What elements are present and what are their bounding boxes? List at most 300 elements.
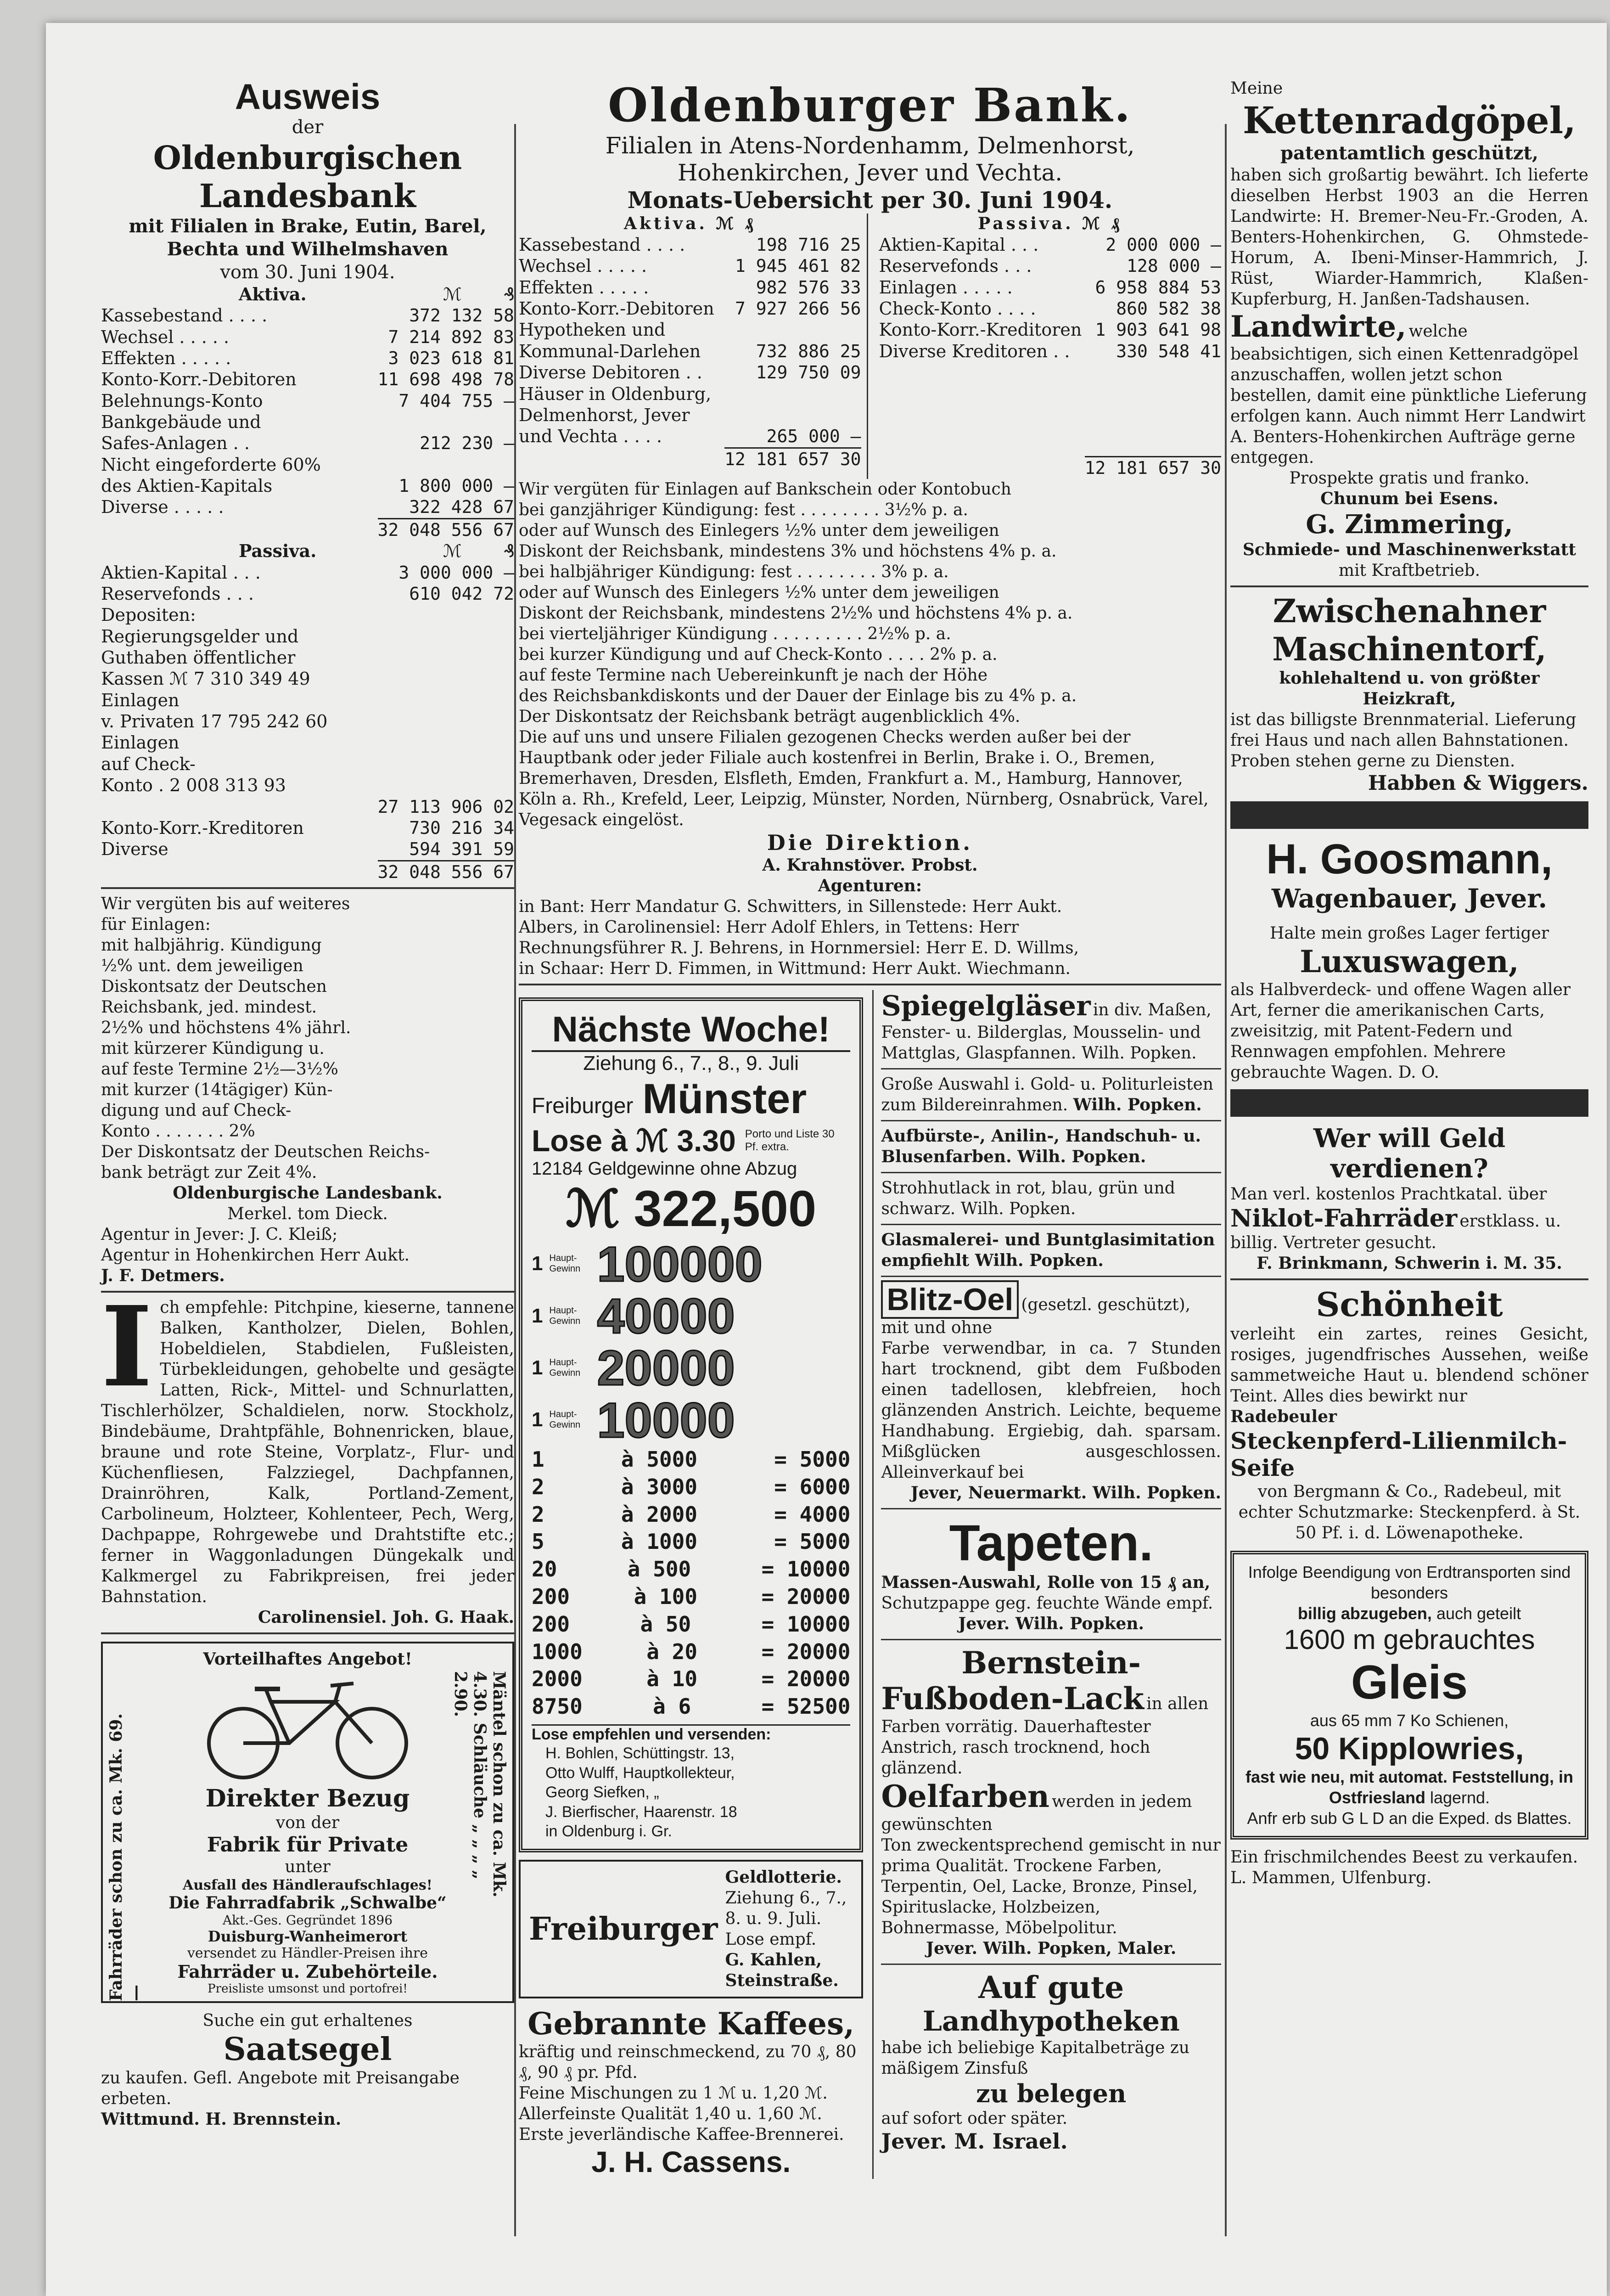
ausweis-passiva-row-value: 594 391 59: [409, 839, 514, 860]
lottery-prize-table: [532, 1446, 850, 1721]
kaffee-l3: Allerfeinste Qualität 1,40 u. 1,60 ℳ.: [519, 2104, 822, 2123]
glasmalerei-advert: Glasmalerei- und Buntglasimitation empfiehlt Wilh. Popken.: [881, 1230, 1215, 1270]
ausweis-passiva-row-label: [101, 796, 378, 817]
bike-l7: Akt.-Ges. Gegründet 1896: [222, 1912, 393, 1928]
haak-advert: [101, 1297, 514, 1628]
ausweis-passiva-row-label: Guthaben öffentlicher: [101, 647, 296, 668]
prize-count: 8750: [532, 1694, 583, 1719]
ausweis-passiva-row-value: 27 113 906 02: [377, 796, 514, 817]
ausweis-aktiva-row-label: Nicht eingeforderte 60%: [101, 454, 321, 475]
ausweis-passiva-row: [101, 796, 514, 817]
aufbuerste-advert: Aufbürste-, Anilin-, Handschuh- u. Blusenfarben. Wilh. Popken.: [881, 1126, 1201, 1166]
ausweis-passiva-row: [101, 817, 514, 838]
bike-l11: Preisliste umsonst und portofrei!: [208, 1981, 408, 1996]
lottery-head: Nächste Woche!: [532, 1008, 850, 1052]
bank-rate-line: Die auf uns und unsere Filialen gezogenen Checks werden außer bei der Hauptbank oder jeder Filiale auch kostenfrei in Berlin, Brake i. O., Bremen, Bremerhaven, Dresden, Elsfleth, Emden, Frankfurt a. M., Hamburg, Hannover, Köln a. Rh., Krefeld, Leer, Leipzig, Münster, Norden, Nürnberg, Osnabrück, Varel, Vegesack eingelöst.: [519, 727, 1209, 829]
goepel-advert: [1230, 78, 1588, 581]
bank-rate-line: oder auf Wunsch des Einlegers ½% unter dem jeweiligen: [519, 583, 999, 602]
ausweis-passiva-row: [101, 604, 514, 625]
ausweis-aktiva-row: [101, 475, 514, 496]
ausweis-rate-line: 2½% und höchstens 4% jährl.: [101, 1018, 351, 1037]
prize-count: 2: [532, 1502, 544, 1527]
ausweis-aktiva-row: [101, 433, 514, 454]
bank-aktiva-row: [519, 341, 861, 362]
ausweis-passiva-row-label: Einlagen: [101, 690, 180, 710]
column-rule-right: [1225, 124, 1227, 2236]
goosmann-text: als Halbverdeck- und offene Wagen aller Art, ferner die amerikanischen Carts, zweisitzig, mit Patent-Federn und Rennwagen empfohlen. Mehrere gebrauchte Wagen. D. O.: [1230, 980, 1571, 1082]
bank-rate-line: oder auf Wunsch des Einlegers ½% unter dem jeweiligen: [519, 521, 999, 540]
goepel-sign: G. Zimmering,: [1306, 509, 1513, 540]
aktiva-total: 32 048 556 67: [378, 518, 514, 540]
spiegel-advert: [881, 990, 1221, 1064]
geld-advert: [1230, 1123, 1588, 1274]
main-prize-count: 1: [532, 1408, 543, 1431]
ausweis-aktiva-list: [101, 305, 514, 518]
kaffee-sign: J. H. Cassens.: [591, 2145, 791, 2178]
ausweis-passiva-row-label: Konto-Korr.-Kreditoren: [101, 817, 304, 838]
ausweis-passiva-row-label: Regierungsgelder und: [101, 626, 299, 647]
bank-rate-line: bei vierteljähriger Kündigung . . . . . . . . . 2½% p. a.: [519, 624, 951, 643]
ausweis-passiva-row: [101, 668, 514, 689]
goosmann-l1: Halte mein großes Lager fertiger: [1269, 924, 1549, 943]
ausweis-rate-line: Diskontsatz der Deutschen: [101, 977, 327, 996]
main-prize-value: 10000: [597, 1392, 735, 1448]
divider: [881, 1276, 1221, 1277]
ausweis-aktiva-row-label: Konto-Korr.-Debitoren: [101, 369, 297, 390]
ausweis-rate-line: bank beträgt zur Zeit 4%.: [101, 1163, 317, 1182]
tapeten-sign: Jever. Wilh. Popken.: [958, 1614, 1144, 1633]
goosmann-t2: Luxuswagen,: [1300, 944, 1519, 979]
prize-each: à 1000: [621, 1529, 698, 1554]
main-prize-label: Haupt-Gewinn: [549, 1357, 581, 1378]
prize-row: [532, 1638, 850, 1666]
lottery-vendors: [532, 1744, 850, 1841]
ausweis-passiva-row: [101, 775, 514, 796]
ausweis-sign-names: Merkel. tom Dieck.: [227, 1204, 388, 1223]
ausweis-passiva-row-value: 3 000 000 —: [398, 562, 514, 583]
main-prize-count: 1: [532, 1252, 543, 1275]
main-prize-row: [532, 1394, 850, 1446]
ausweis-passiva-row-value: 730 216 34: [409, 817, 514, 838]
prize-total: = 5000: [774, 1529, 851, 1554]
ausweis-aktiva-row-label: Bankgebäude und: [101, 412, 261, 433]
bike-l6: Die Fahrradfabrik „Schwalbe“: [168, 1893, 447, 1913]
ausweis-rate-line: mit kürzerer Kündigung u.: [101, 1039, 325, 1058]
ausweis-rate-line: Wir vergüten bis auf weiteres: [101, 894, 350, 913]
torf-text: ist das billigste Brennmaterial. Lieferung frei Haus und nach allen Bahnstationen. Proben stehen gerne zu Diensten.: [1230, 710, 1576, 771]
ausweis-aktiva-row-value: 212 230 —: [420, 433, 514, 454]
gleis-t2: Gleis: [1351, 1656, 1468, 1709]
bernstein-t2: Fußboden-Lack: [881, 1680, 1144, 1716]
passiva-heading: Passiva.: [239, 540, 317, 562]
saat-title: Saatsegel: [223, 2031, 392, 2068]
blitz-sign: Jever, Neuermarkt. Wilh. Popken.: [910, 1483, 1221, 1503]
ausweis-passiva-row-label: Diverse: [101, 839, 168, 860]
goosmann-advert: [1230, 835, 1588, 1083]
goepel-meine: Meine: [1230, 79, 1283, 98]
ausweis-aktiva-row-value: 7 404 755 —: [398, 390, 514, 411]
haak-text: ch empfehle: Pitchpine, kieserne, tannene Balken, Kantholzer, Dielen, Bohlen, Hobeldielen, Stabdielen, Fußleisten, Türbekleidungen, gehobelte und gesägte Latten, Rick-, Mittel- und Schnurlatten, Tischlerhölzer, Schaldielen, norw. Stockholz, Bindebäume, Drahtpfähle, Bohnenricken, blaue, braune und rote Steine, Vorplatz-, Flur- und Küchenfliesen, Falzziegel, Dachpfannen, Drainröhren, Kalk, Portland-Zement, Carbolineum, Holzteer, Kohlenteer, Pech, Werg, Dachpappe, Rohrgewebe und Drahtstifte etc.; ferner in Waggonladungen Düngekalk und Kalkmergel zu Fabrikpreisen, frei jeder Bahnstation.: [101, 1298, 514, 1606]
prize-each: à 3000: [621, 1474, 698, 1499]
gleis-place: Ostfriesland: [1329, 1788, 1425, 1807]
bank-aktiva-row-value: 732 886 25: [756, 341, 861, 361]
bank-aktiva-row-label: Kommunal-Darlehen: [519, 341, 701, 361]
spiegel-title: Spiegelgläser: [881, 990, 1091, 1022]
bank-aktiva-list: [519, 234, 861, 447]
torf-sign: Habben & Wiggers.: [1368, 771, 1588, 795]
gold-advert: [881, 1074, 1221, 1115]
prize-total: = 5000: [774, 1447, 851, 1472]
prize-total: = 20000: [761, 1666, 851, 1692]
goosmann-sub: Wagenbauer, Jever.: [1271, 884, 1548, 914]
prize-each: à 50: [640, 1611, 691, 1637]
ausweis-aktiva-row-label: Diverse . . . . .: [101, 497, 224, 518]
bank-passiva-row-value: 2 000 000 —: [1105, 235, 1221, 255]
lottery-vendor: in Oldenburg i. Gr.: [545, 1823, 672, 1840]
bank-aktiva-row: [519, 383, 861, 405]
gleis-l2: billig abzugeben,: [1297, 1604, 1432, 1623]
bank-aktiva-row-label: Effekten . . . . .: [519, 277, 649, 298]
torf-t1: Zwischenahner: [1273, 592, 1546, 630]
divider: [881, 1068, 1221, 1069]
torf-t2: Maschinentorf,: [1272, 630, 1547, 668]
prize-row: [532, 1556, 850, 1583]
bank-aktiva-row-label: Konto-Korr.-Debitoren: [519, 298, 714, 319]
geld-sign: F. Brinkmann, Schwerin i. M. 35.: [1257, 1254, 1562, 1273]
tapeten-l2: Schutzpappe geg. feuchte Wände empf.: [881, 1593, 1213, 1613]
prize-count: 20: [532, 1557, 557, 1582]
ausweis-passiva-row: [101, 690, 514, 711]
bank-passiva-row: [879, 341, 1222, 362]
goepel-place: Chunum bei Esens.: [1320, 489, 1498, 508]
hypo-t2: Landhypotheken: [922, 2005, 1180, 2037]
ausweis-aktiva-row: [101, 326, 514, 348]
main-prize-value: 100000: [597, 1236, 763, 1292]
bank-agenturen: Agenturen:: [818, 876, 922, 895]
prize-total: = 10000: [761, 1611, 851, 1637]
hypo-sign: Jever. M. Israel.: [881, 2128, 1068, 2154]
bank-passiva-row: [879, 277, 1222, 298]
gleis-l3: aus 65 mm 7 Ko Schienen,: [1310, 1711, 1509, 1730]
bank-branches: Filialen in Atens-Nordenhamm, Delmenhorst, Hohenkirchen, Jever und Vechta.: [605, 132, 1135, 186]
ausweis-passiva-row-label: Depositen:: [101, 605, 196, 625]
ausweis-passiva-row: [101, 583, 514, 604]
blitz-oel-advert: [881, 1282, 1221, 1503]
bank-rates: [519, 479, 1221, 830]
divider: [1230, 585, 1588, 587]
bank-rate-line: auf feste Termine nach Uebereinkunft je nach der Höhe: [519, 665, 988, 685]
gleis-l6: Anfr erb sub G L D an die Exped. ds Blattes.: [1247, 1809, 1572, 1828]
prize-total: = 4000: [774, 1502, 851, 1527]
ausweis-bank-name: Oldenburgischen Landesbank: [153, 138, 462, 215]
bank-rate-line: Diskont der Reichsbank, mindestens 2½% und höchstens 4% p. a.: [519, 603, 1073, 623]
ausweis-passiva-row: [101, 711, 514, 732]
divider: [1230, 1278, 1588, 1280]
bike-l5: Ausfall des Händleraufschlages!: [183, 1877, 432, 1893]
strohhut-advert: Strohhutlack in rot, blau, grün und schwarz. Wilh. Popken.: [881, 1178, 1175, 1218]
divider: [101, 887, 514, 889]
schoen-text: verleiht ein zartes, reines Gesicht, rosiges, jugendfrisches Aussehen, weiße sammetweiche Haut u. blendend schöner Teint. Alles dies bewirkt nur: [1230, 1325, 1588, 1406]
divider: [881, 1508, 1221, 1509]
ausweis-date: vom 30. Juni 1904.: [220, 261, 395, 283]
goepel-text: haben sich großartig bewährt. Ich lieferte dieselben Herbst 1903 an die Herren Landwirte: H. Bremer-Neu-Fr.-Groden, A. Benters-Hohenkirchen, G. Ohmstede-Horum, A. Ibeni-Minser-Hammrich, J. Rüst, Wiarder-Hammrich, Klaßen-Kupferburg, H. Janßen-Tadshausen.: [1230, 166, 1588, 309]
prize-total: = 10000: [761, 1557, 851, 1582]
gleis-t1: 1600 m gebrauchtes: [1284, 1624, 1535, 1655]
bank-aktiva-row-label: Häuser in Oldenburg,: [519, 383, 712, 404]
ausweis-passiva-row-label: Konto . 2 008 313 93: [101, 775, 286, 796]
prize-each: à 2000: [621, 1502, 698, 1527]
bank-aktiva-row-label: und Vechta . . . .: [519, 426, 662, 447]
freiburger-title: Freiburger: [529, 1910, 718, 1947]
goepel-title: Kettenradgöpel,: [1243, 99, 1576, 142]
divider: [881, 1120, 1221, 1121]
ausweis-title: Ausweis: [235, 76, 381, 117]
bernstein-t2b: in allen: [1146, 1694, 1209, 1713]
bernstein-advert: [881, 1645, 1221, 1959]
ausweis-rate-line: mit kurzer (14tägiger) Kün-: [101, 1080, 333, 1099]
ausweis-passiva-row-label: Kassen ℳ 7 310 349 49: [101, 669, 310, 689]
ausweis-aktiva-row-label: Safes-Anlagen . .: [101, 433, 250, 454]
left-column: [101, 78, 514, 2130]
muenster-lottery-advert: [519, 997, 863, 1852]
blitz-title: Blitz-Oel: [881, 1280, 1019, 1319]
bank-passiva-heading: Passiva. ℳ ₰: [978, 214, 1122, 233]
schoen-title: Schönheit: [1316, 1285, 1503, 1324]
freiburger-head: Geldlotterie.: [725, 1867, 842, 1887]
goepel-land2: welche beabsichtigen, sich einen Kettenradgöpel anzuschaffen, wollen jetzt schon bestellen, damit eine pünktliche Lieferung erfolgen kann. Auch nimmt Herr Landwirt A. Benters-Hohenkirchen Aufträge gerne entgegen.: [1230, 322, 1587, 467]
bank-agent-line: Rechnungsführer R. J. Behrens, in Hornmersiel: Herr E. D. Willms,: [519, 938, 1079, 957]
prize-row: [532, 1528, 850, 1556]
bank-aktiva-row-label: Hypotheken und: [519, 320, 666, 340]
bank-passiva-total: 12 181 657 30: [1085, 456, 1221, 478]
geld-l1: Man verl. kostenlos Prachtkatal. über: [1230, 1185, 1547, 1204]
ausweis-aktiva-row-value: 1 800 000 —: [398, 476, 514, 496]
bank-aktiva-row-value: 129 750 09: [756, 362, 861, 383]
bike-head: Vorteilhaftes Angebot!: [203, 1649, 412, 1669]
prize-each: à 10: [646, 1666, 698, 1692]
bank-passiva-row-value: 860 582 38: [1116, 298, 1221, 319]
bank-rate-line: Diskont der Reichsbank, mindestens 3% und höchstens 4% p. a.: [519, 541, 1057, 561]
currency-heading: ℳ ₰: [443, 284, 514, 304]
prize-count: 2: [532, 1474, 544, 1499]
bank-passiva-list: [879, 234, 1222, 362]
gleis-l2b: auch geteilt: [1436, 1604, 1521, 1623]
bank-passiva-row-label: Konto-Korr.-Kreditoren: [879, 320, 1082, 340]
schoen-brand2: Steckenpferd-Lilienmilch-Seife: [1230, 1427, 1567, 1481]
goepel-firm1: Schmiede- und Maschinenwerkstatt: [1242, 540, 1576, 559]
lottery-vendor: Otto Wulff, Hauptkollekteur,: [545, 1764, 735, 1782]
prize-row: [532, 1583, 850, 1611]
ausweis-aktiva-row: [101, 369, 514, 390]
prize-each: à 500: [627, 1557, 691, 1582]
aktiva-heading: Aktiva.: [239, 283, 307, 304]
main-prize-value: 40000: [597, 1288, 735, 1344]
ausweis-notice: [101, 78, 514, 1286]
prize-count: 1000: [532, 1639, 583, 1664]
prize-row: [532, 1611, 850, 1638]
gleis-l5: lagernd.: [1430, 1788, 1490, 1807]
goepel-firm2: mit Kraftbetrieb.: [1338, 561, 1481, 580]
ausweis-rate-line: Der Diskontsatz der Deutschen Reichs-: [101, 1142, 430, 1161]
gleis-t3: 50 Kipplowries,: [1295, 1731, 1524, 1766]
bank-title: Oldenburger Bank.: [608, 78, 1132, 132]
hypotheken-advert: [881, 1970, 1221, 2154]
bank-agent-line: in Schaar: Herr D. Fimmen, in Wittmund: Herr Aukt. Wiechmann.: [519, 959, 1071, 978]
bank-aktiva-row-value: 265 000 —: [766, 426, 861, 447]
bank-aktiva-row-value: 7 927 266 56: [735, 298, 861, 319]
agent-name: J. F. Detmers.: [101, 1266, 225, 1285]
bike-l1: Direkter Bezug: [205, 1784, 410, 1812]
bike-l3: Fabrik für Private: [207, 1833, 409, 1857]
bernstein-t3: Oelfarben: [881, 1778, 1050, 1814]
goosmann-title: H. Goosmann,: [1266, 836, 1553, 883]
tapeten-advert: [881, 1514, 1221, 1634]
bank-passiva-row-label: Reservefonds . . .: [879, 256, 1032, 276]
ausweis-passiva-row: [101, 838, 514, 860]
divider: [881, 1172, 1221, 1173]
bank-passiva-row-label: Einlagen . . . . .: [879, 277, 1013, 298]
bank-aktiva-row: [519, 277, 861, 298]
bank-passiva-row-value: 330 548 41: [1116, 341, 1221, 361]
ausweis-rate-line: Reichsbank, jed. mindest.: [101, 997, 317, 1017]
tapeten-l1: Massen-Auswahl, Rolle von 15 ₰ an,: [881, 1572, 1211, 1592]
lottery-vendor: J. Bierfischer, Haarenstr. 18: [545, 1803, 737, 1821]
agent-jever: Agentur in Jever: J. C. Kleiß;: [101, 1225, 338, 1244]
bank-passiva-row: [879, 319, 1222, 340]
goepel-land: Landwirte,: [1230, 310, 1407, 344]
bank-passiva-row-value: 128 000 —: [1127, 256, 1221, 276]
bank-aktiva-row: [519, 426, 861, 447]
ausweis-passiva-row: [101, 626, 514, 647]
bank-aktiva-row-value: 1 945 461 82: [735, 256, 861, 276]
freiburger-sign: G. Kahlen, Steinstraße.: [725, 1950, 839, 1990]
bernstein-t1: Bernstein-: [961, 1644, 1141, 1681]
bernstein-t3b: werden in jedem gewünschten: [881, 1792, 1192, 1834]
main-prize-count: 1: [532, 1356, 543, 1379]
ausweis-aktiva-row-value: 11 698 498 78: [377, 369, 514, 390]
kaffee-title: Gebrannte Kaffees,: [527, 2005, 855, 2042]
bank-passiva-row-label: Aktien-Kapital . . .: [879, 235, 1039, 255]
prize-row: [532, 1666, 850, 1693]
prize-count: 2000: [532, 1666, 583, 1692]
prize-row: [532, 1693, 850, 1721]
divider: [519, 984, 1221, 985]
lottery-draw: Ziehung 6., 7., 8., 9. Juli: [583, 1052, 799, 1075]
main-prize-count: 1: [532, 1304, 543, 1327]
prize-count: 5: [532, 1529, 544, 1554]
ausweis-rate-line: auf feste Termine 2½—3½%: [101, 1059, 338, 1079]
ausweis-aktiva-row: [101, 496, 514, 518]
torf-advert: [1230, 592, 1588, 795]
blitz-sub: (gesetzl. geschützt), mit und ohne: [881, 1295, 1191, 1337]
bank-agent-line: Albers, in Carolinensiel: Herr Adolf Ehlers, in Tettens: Herr: [519, 917, 1019, 937]
ausweis-aktiva-row: [101, 411, 514, 433]
hypo-l2: auf sofort oder später.: [881, 2109, 1068, 2128]
lottery-city2: Münster: [642, 1075, 807, 1122]
lottery-vendor: Georg Siefken, „: [545, 1784, 659, 1801]
prize-total: = 20000: [761, 1584, 851, 1609]
middle-column: [519, 78, 1221, 2179]
lottery-subcolumn: [519, 990, 863, 2179]
bank-direktion: Die Direktion.: [767, 830, 973, 855]
prize-count: 1: [532, 1447, 544, 1472]
bank-aktiva-row-label: Wechsel . . . . .: [519, 256, 647, 276]
geld-brand: Niklot-Fahrräder: [1230, 1204, 1458, 1232]
main-prize-label: Haupt-Gewinn: [549, 1409, 581, 1430]
bike-l4: unter: [285, 1857, 331, 1876]
ausweis-der: der: [292, 116, 324, 138]
bike-side-left: Fahrräder schon zu ca. Mk. 69.—: [107, 1713, 145, 2001]
bank-aktiva-row: [519, 255, 861, 276]
bank-rate-line: bei kurzer Kündigung und auf Check-Konto . . . . 2% p. a.: [519, 645, 998, 664]
bank-passiva-row-label: Diverse Kreditoren . .: [879, 341, 1070, 361]
schoenheit-advert: [1230, 1285, 1588, 1543]
lottery-vendor: H. Bohlen, Schüttingstr. 13,: [545, 1745, 735, 1762]
ausweis-aktiva-row-label: Wechsel . . . . .: [101, 326, 230, 347]
ausweis-sign-bank: Oldenburgische Landesbank.: [173, 1183, 443, 1203]
tapeten-title: Tapeten.: [949, 1514, 1153, 1571]
ausweis-aktiva-row-label: Kassebestand . . . .: [101, 305, 268, 326]
ausweis-passiva-row-label: v. Privaten 17 795 242 60: [101, 711, 328, 732]
schoen-l2: von Bergmann & Co., Radebeul, mit echter Schutzmarke: Steckenpferd. à St. 50 Pf. i. d. Löwenapotheke.: [1238, 1482, 1581, 1542]
prize-count: 200: [532, 1584, 570, 1609]
schoen-brand1: Radebeuler: [1230, 1407, 1337, 1426]
main-prize-row: [532, 1290, 850, 1342]
prize-total: = 52500: [761, 1694, 851, 1719]
ornamental-bar: [1230, 1089, 1588, 1117]
ausweis-aktiva-row-value: 3 023 618 81: [388, 348, 514, 368]
column-rule-left: [514, 124, 516, 2236]
prize-row: [532, 1446, 850, 1474]
gleis-advert: [1230, 1551, 1588, 1840]
gold-sign: Wilh. Popken.: [1073, 1095, 1202, 1114]
geld-l2: erstklass. u. billig. Vertreter gesucht.: [1230, 1212, 1561, 1252]
ausweis-aktiva-row-label: des Aktien-Kapitals: [101, 476, 273, 496]
lottery-geld: 12184 Geldgewinne ohne Abzug: [532, 1158, 797, 1179]
ausweis-rate-line: Konto . . . . . . . 2%: [101, 1121, 255, 1141]
prize-total: = 6000: [774, 1474, 851, 1499]
prize-total: = 20000: [761, 1639, 851, 1664]
ornamental-bar: [1230, 801, 1588, 829]
bike-advert: [101, 1642, 514, 2003]
bank-passiva-row-value: 1 903 641 98: [1095, 320, 1221, 340]
bank-aktiva-row-label: Delmenhorst, Jever: [519, 405, 690, 425]
bank-aktiva-row-value: 982 576 33: [756, 277, 861, 298]
freiburger-advert: [519, 1860, 863, 1998]
popken-subcolumn: [872, 990, 1221, 2179]
bernstein-text2: Ton zweckentsprechend gemischt in nur prima Qualität. Trockene Farben, Terpentin, Oel, Lacke, Bronze, Pinsel, Spirituslacke, Holzbeizen, Bohnermasse, Möbelpolitur.: [881, 1835, 1221, 1937]
saat-l2: zu kaufen. Gefl. Angebote mit Preisangabe erbeten.: [101, 2068, 460, 2108]
kaffee-l2: Feine Mischungen zu 1 ℳ u. 1,20 ℳ.: [519, 2083, 828, 2103]
goepel-patent: patentamtlich geschützt,: [1280, 142, 1538, 164]
oldenburger-bank-notice: [519, 78, 1221, 979]
prize-row: [532, 1474, 850, 1501]
blitz-text: Farbe verwendbar, in ca. 7 Stunden hart trocknend, gibt dem Fußboden einen tadellosen, klebfreien, hoch glänzenden Anstrich. Leichte, bequeme Handhabung. Ergiebig, dah. sparsam. Mißglücken ausgeschlossen. Alleinverkauf bei: [881, 1339, 1221, 1482]
kaffee-advert: [519, 2006, 863, 2179]
saat-l1: Suche ein gut erhaltenes: [202, 2011, 413, 2030]
ausweis-passiva-row-value: 610 042 72: [409, 583, 514, 604]
ausweis-rates: [101, 894, 514, 1183]
goepel-prosp: Prospekte gratis und franko.: [1289, 469, 1530, 488]
bank-aktiva-row-label: Diverse Debitoren . .: [519, 362, 702, 383]
main-prize-row: [532, 1342, 850, 1394]
bicycle-illustration: [197, 1674, 418, 1780]
ausweis-passiva-row: [101, 732, 514, 753]
ausweis-aktiva-row-label: Belehnungs-Konto: [101, 390, 263, 411]
prize-each: à 20: [646, 1639, 698, 1664]
bike-l10: Fahrräder u. Zubehörteile.: [177, 1961, 438, 1982]
lottery-porto: Porto und Liste 30 Pf. extra.: [745, 1128, 835, 1154]
